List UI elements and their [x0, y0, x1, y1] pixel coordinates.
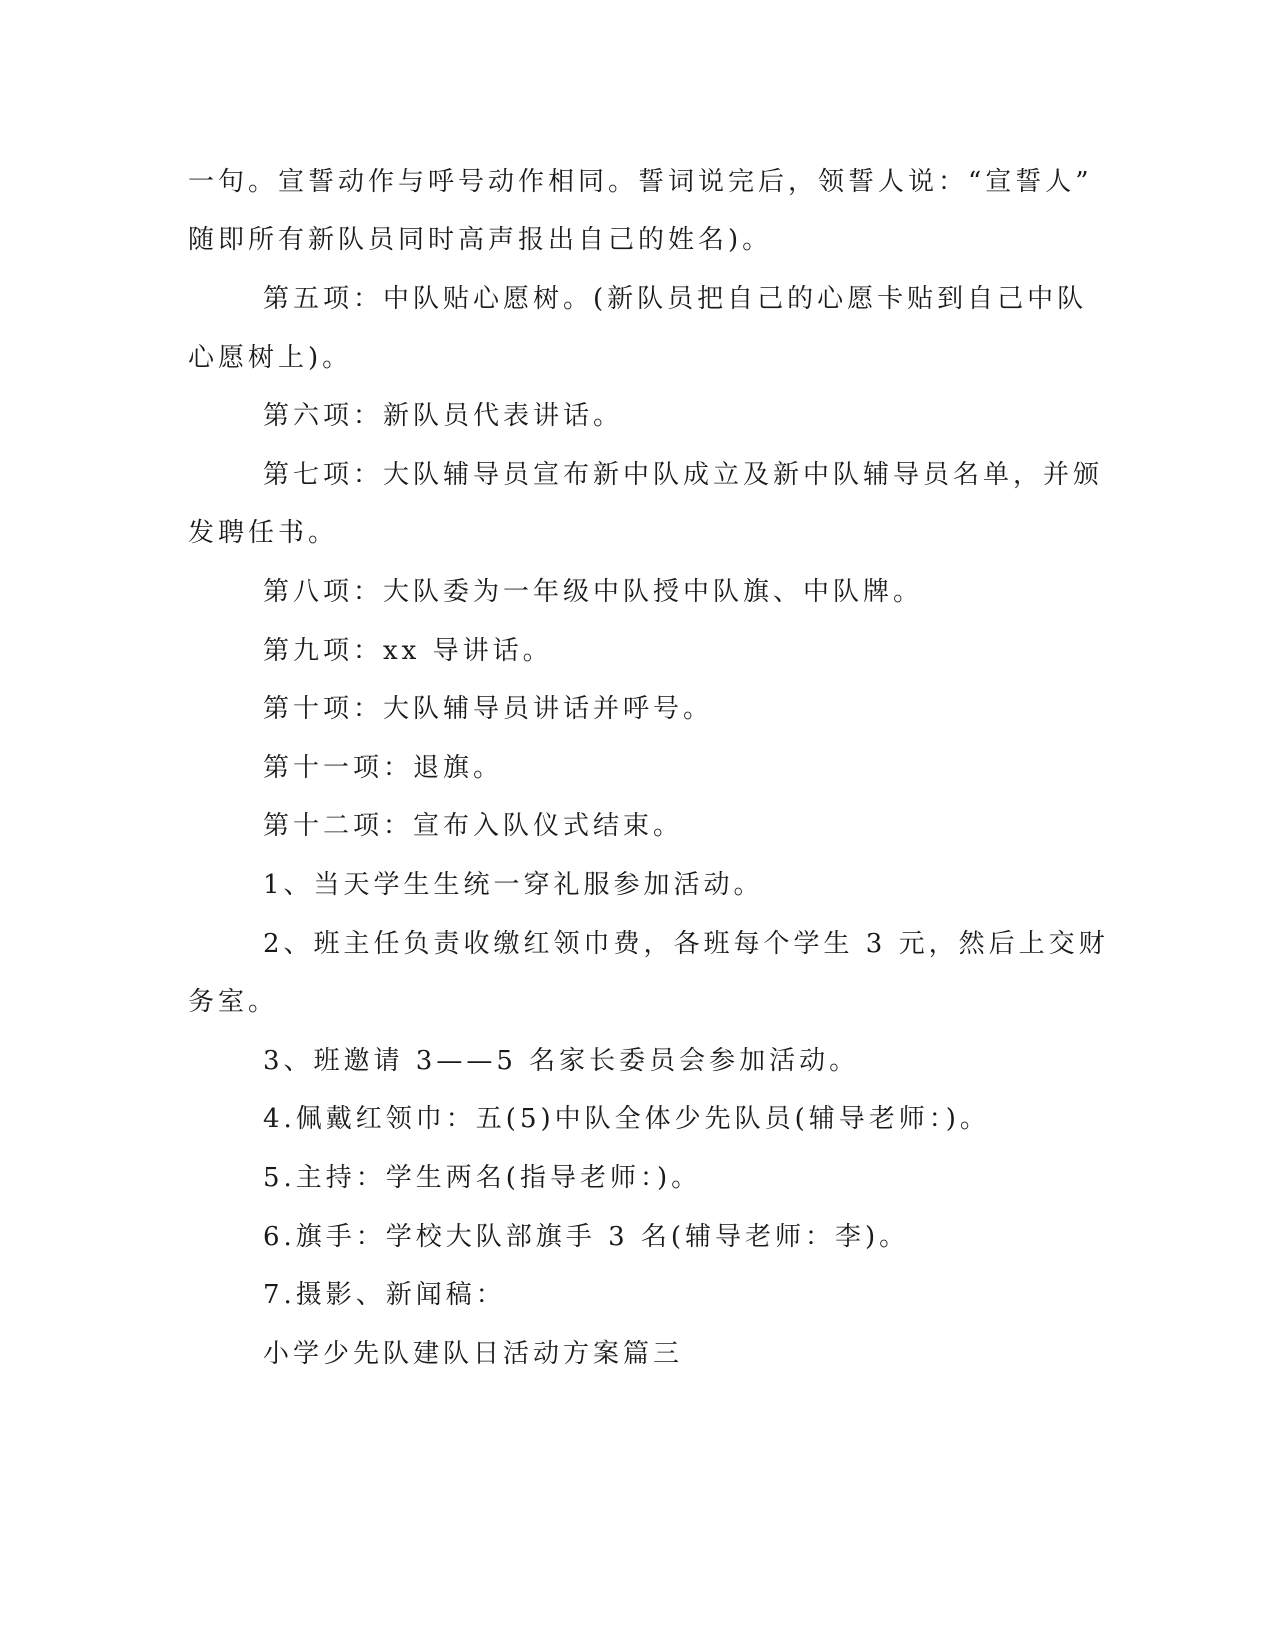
- text-line: 6.旗手：学校大队部旗手 3 名(辅导老师：李)。: [263, 1222, 910, 1252]
- text-line: 发聘任书。: [188, 518, 339, 548]
- text-line: 第五项：中队贴心愿树。(新队员把自己的心愿卡贴到自己中队: [263, 284, 1088, 314]
- text-line: 第七项：大队辅导员宣布新中队成立及新中队辅导员名单，并颁: [263, 460, 1104, 490]
- text-line: 第八项：大队委为一年级中队授中队旗、中队牌。: [263, 577, 924, 607]
- text-line: 7.摄影、新闻稿：: [263, 1280, 506, 1310]
- text-line: 心愿树上)。: [188, 343, 353, 373]
- text-line: 一句。宣誓动作与呼号动作相同。誓词说完后，领誓人说：“宣誓人”: [188, 167, 1093, 197]
- text-line: 4.佩戴红领巾：五(5)中队全体少先队员(辅导老师：)。: [263, 1104, 990, 1134]
- text-line: 2、班主任负责收缴红领巾费，各班每个学生 3 元，然后上交财: [263, 929, 1109, 959]
- text-line: 第十二项：宣布入队仪式结束。: [263, 811, 684, 841]
- text-line: 第十一项：退旗。: [263, 753, 504, 783]
- text-line: 1、当天学生生统一穿礼服参加活动。: [263, 870, 764, 900]
- text-line: 5.主持：学生两名(指导老师：)。: [263, 1163, 702, 1193]
- text-line: 第十项：大队辅导员讲话并呼号。: [263, 694, 714, 724]
- text-line: 第九项：xx 导讲话。: [263, 636, 553, 666]
- text-line: 务室。: [188, 987, 279, 1017]
- section-heading: 小学少先队建队日活动方案篇三: [263, 1339, 684, 1369]
- text-line: 3、班邀请 3——5 名家长委员会参加活动。: [263, 1046, 860, 1076]
- text-line: 随即所有新队员同时高声报出自己的姓名)。: [188, 225, 773, 255]
- text-line: 第六项：新队员代表讲话。: [263, 401, 624, 431]
